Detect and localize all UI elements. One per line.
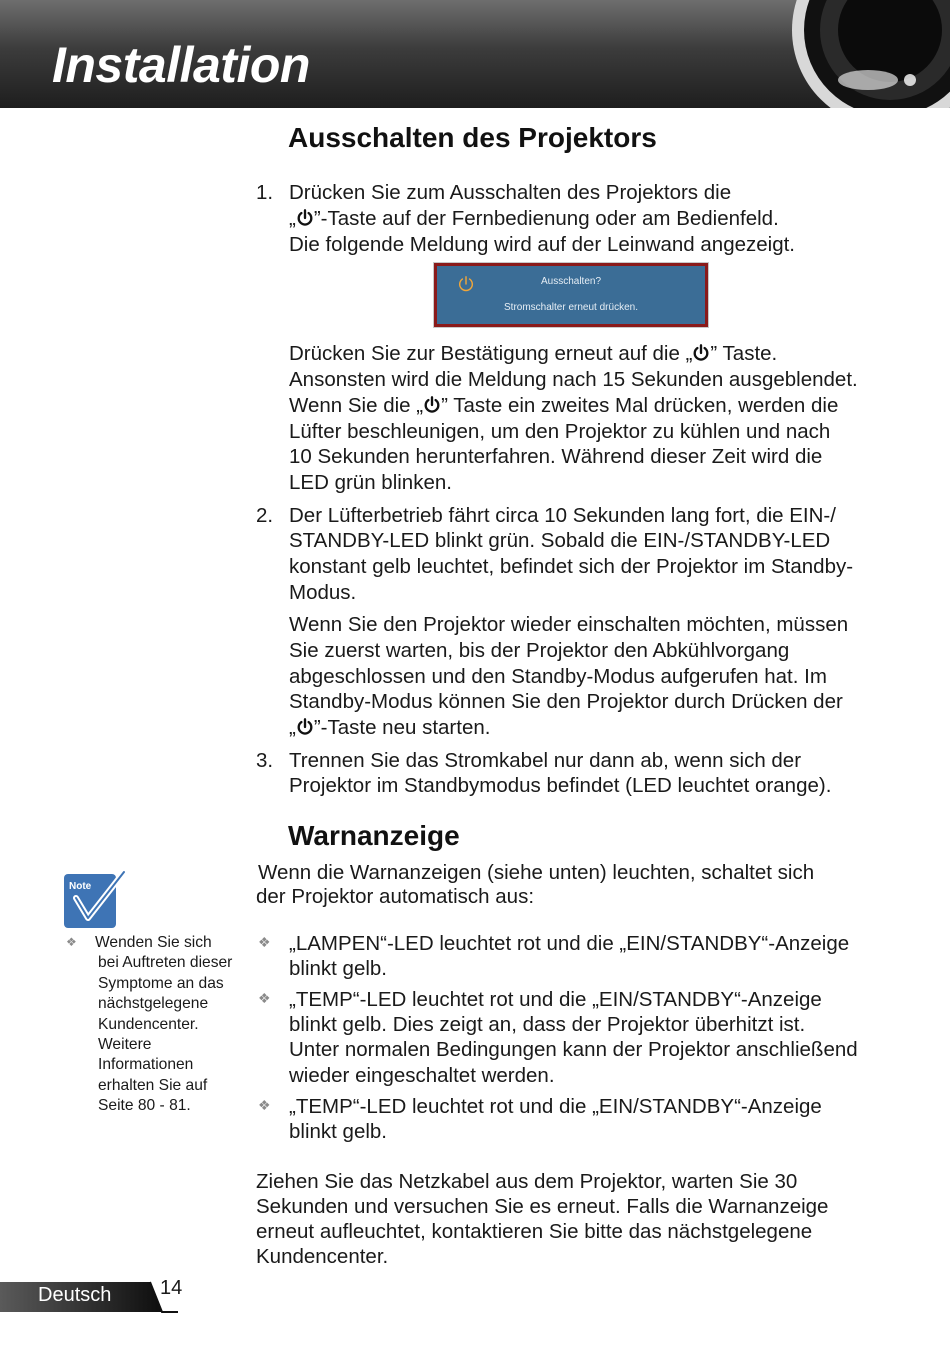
- restart-line: abgeschlossen und den Standby-Modus aufgerufen hat. Im: [289, 665, 827, 688]
- power-icon: [296, 718, 314, 736]
- warning-bullet-line: „TEMP“-LED leuchtet rot und die „EIN/STANDBY“-Anzeige: [289, 1095, 822, 1118]
- section-heading-warning: Warnanzeige: [288, 820, 460, 851]
- note-line: Kundencenter.: [98, 1015, 199, 1033]
- confirm-line: LED grün blinken.: [289, 471, 452, 494]
- closing-line: Sekunden und versuchen Sie es erneut. Falls die Warnanzeige: [256, 1195, 829, 1218]
- warning-bullet-line: blinkt gelb.: [289, 1120, 388, 1143]
- restart-line: Wenn Sie den Projektor wieder einschalten möchten, müssen: [289, 613, 849, 636]
- confirm-text: ” Taste.: [710, 342, 778, 365]
- power-icon: [423, 396, 441, 414]
- osd-power-off-dialog: [434, 263, 708, 327]
- confirm-line: [289, 393, 838, 419]
- warning-bullet-line: Unter normalen Bedingungen kann der Projektor anschließend: [289, 1038, 858, 1061]
- note-line: nächstgelegene: [98, 995, 209, 1013]
- diamond-bullet-icon: ❖: [66, 935, 77, 949]
- step-number: 1.: [256, 181, 274, 204]
- closing-line: Kundencenter.: [256, 1245, 389, 1268]
- footer-language: Deutsch: [38, 1284, 112, 1306]
- confirm-text: Wenn Sie die „: [289, 394, 424, 417]
- step1-line: Drücken Sie zum Ausschalten des Projektors die: [289, 181, 732, 204]
- diamond-bullet-icon: ❖: [258, 990, 271, 1006]
- power-icon: [296, 209, 314, 227]
- power-icon: [692, 344, 710, 362]
- warning-bullet-line: blinkt gelb. Dies zeigt an, dass der Projektor überhitzt ist.: [289, 1013, 806, 1036]
- step-number: 3.: [256, 749, 274, 772]
- step2-line: STANDBY-LED blinkt grün. Sobald die EIN-/STANDBY-LED: [289, 529, 831, 552]
- step-number: 2.: [256, 504, 274, 527]
- confirm-line: Lüfter beschleunigen, um den Projektor zu kühlen und nach: [289, 420, 831, 443]
- closing-line: erneut aufleuchtet, kontaktieren Sie bitte das nächstgelegene: [256, 1220, 813, 1243]
- step3-line: Trennen Sie das Stromkabel nur dann ab, wenn sich der: [289, 749, 802, 772]
- step3-line: Projektor im Standbymodus befindet (LED leuchtet orange).: [289, 774, 832, 797]
- warning-bullet-line: blinkt gelb.: [289, 957, 388, 980]
- restart-line: [289, 715, 490, 741]
- confirm-line: 10 Sekunden herunterfahren. Während dieser Zeit wird die: [289, 445, 823, 468]
- note-line: Symptome an das: [98, 974, 224, 992]
- restart-text: ”-Taste neu starten.: [313, 716, 491, 739]
- step2-line: Modus.: [289, 581, 357, 604]
- step1-line: [289, 206, 779, 232]
- confirm-line: Ansonsten wird die Meldung nach 15 Sekunden ausgeblendet.: [289, 368, 858, 391]
- osd-message: Stromschalter erneut drücken.: [504, 302, 638, 313]
- step1-text: ”-Taste auf der Fernbedienung oder am Bedienfeld.: [313, 207, 779, 230]
- note-icon-label: Note: [69, 881, 92, 892]
- restart-line: Sie zuerst warten, bis der Projektor den Abkühlvorgang: [289, 639, 790, 662]
- note-line: Weitere: [98, 1036, 152, 1054]
- confirm-text: Drücken Sie zur Bestätigung erneut auf die „: [289, 342, 693, 365]
- page-header: [0, 0, 950, 108]
- warning-intro: Wenn die Warnanzeigen (siehe unten) leuchten, schaltet sich: [258, 861, 815, 884]
- note-line: Seite 80 - 81.: [98, 1097, 191, 1115]
- projector-lens-graphic: [790, 0, 950, 108]
- warning-bullet-line: „TEMP“-LED leuchtet rot und die „EIN/STANDBY“-Anzeige: [289, 988, 822, 1011]
- warning-bullet-line: „LAMPEN“-LED leuchtet rot und die „EIN/STANDBY“-Anzeige: [289, 932, 850, 955]
- diamond-bullet-icon: ❖: [258, 934, 271, 950]
- note-text: [95, 933, 248, 1117]
- warning-bullet-line: wieder eingeschaltet werden.: [289, 1064, 555, 1087]
- diamond-bullet-icon: ❖: [258, 1097, 271, 1113]
- section-heading-power-off: Ausschalten des Projektors: [288, 122, 657, 153]
- step2-line: konstant gelb leuchtet, befindet sich der Projektor im Standby-: [289, 555, 854, 578]
- confirm-line: [289, 341, 777, 367]
- quote-open: „: [289, 207, 296, 230]
- chapter-title: Installation: [52, 37, 310, 93]
- osd-title: Ausschalten?: [540, 276, 602, 287]
- confirm-text: ” Taste ein zweites Mal drücken, werden die: [441, 394, 839, 417]
- restart-line: Standby-Modus können Sie den Projektor durch Drücken der: [289, 690, 843, 713]
- note-line: Wenden Sie sich: [95, 934, 212, 951]
- quote-open: „: [289, 716, 296, 739]
- step2-line: Der Lüfterbetrieb fährt circa 10 Sekunden lang fort, die EIN-/: [289, 504, 836, 527]
- page-number: 14: [160, 1277, 183, 1299]
- closing-line: Ziehen Sie das Netzkabel aus dem Projektor, warten Sie 30: [256, 1170, 798, 1193]
- warning-intro: der Projektor automatisch aus:: [256, 885, 535, 908]
- note-line: erhalten Sie auf: [98, 1076, 208, 1094]
- note-line: Informationen: [98, 1056, 194, 1074]
- note-line: bei Auftreten dieser: [98, 954, 233, 972]
- step1-line: Die folgende Meldung wird auf der Leinwand angezeigt.: [289, 233, 796, 256]
- note-icon: [62, 868, 128, 932]
